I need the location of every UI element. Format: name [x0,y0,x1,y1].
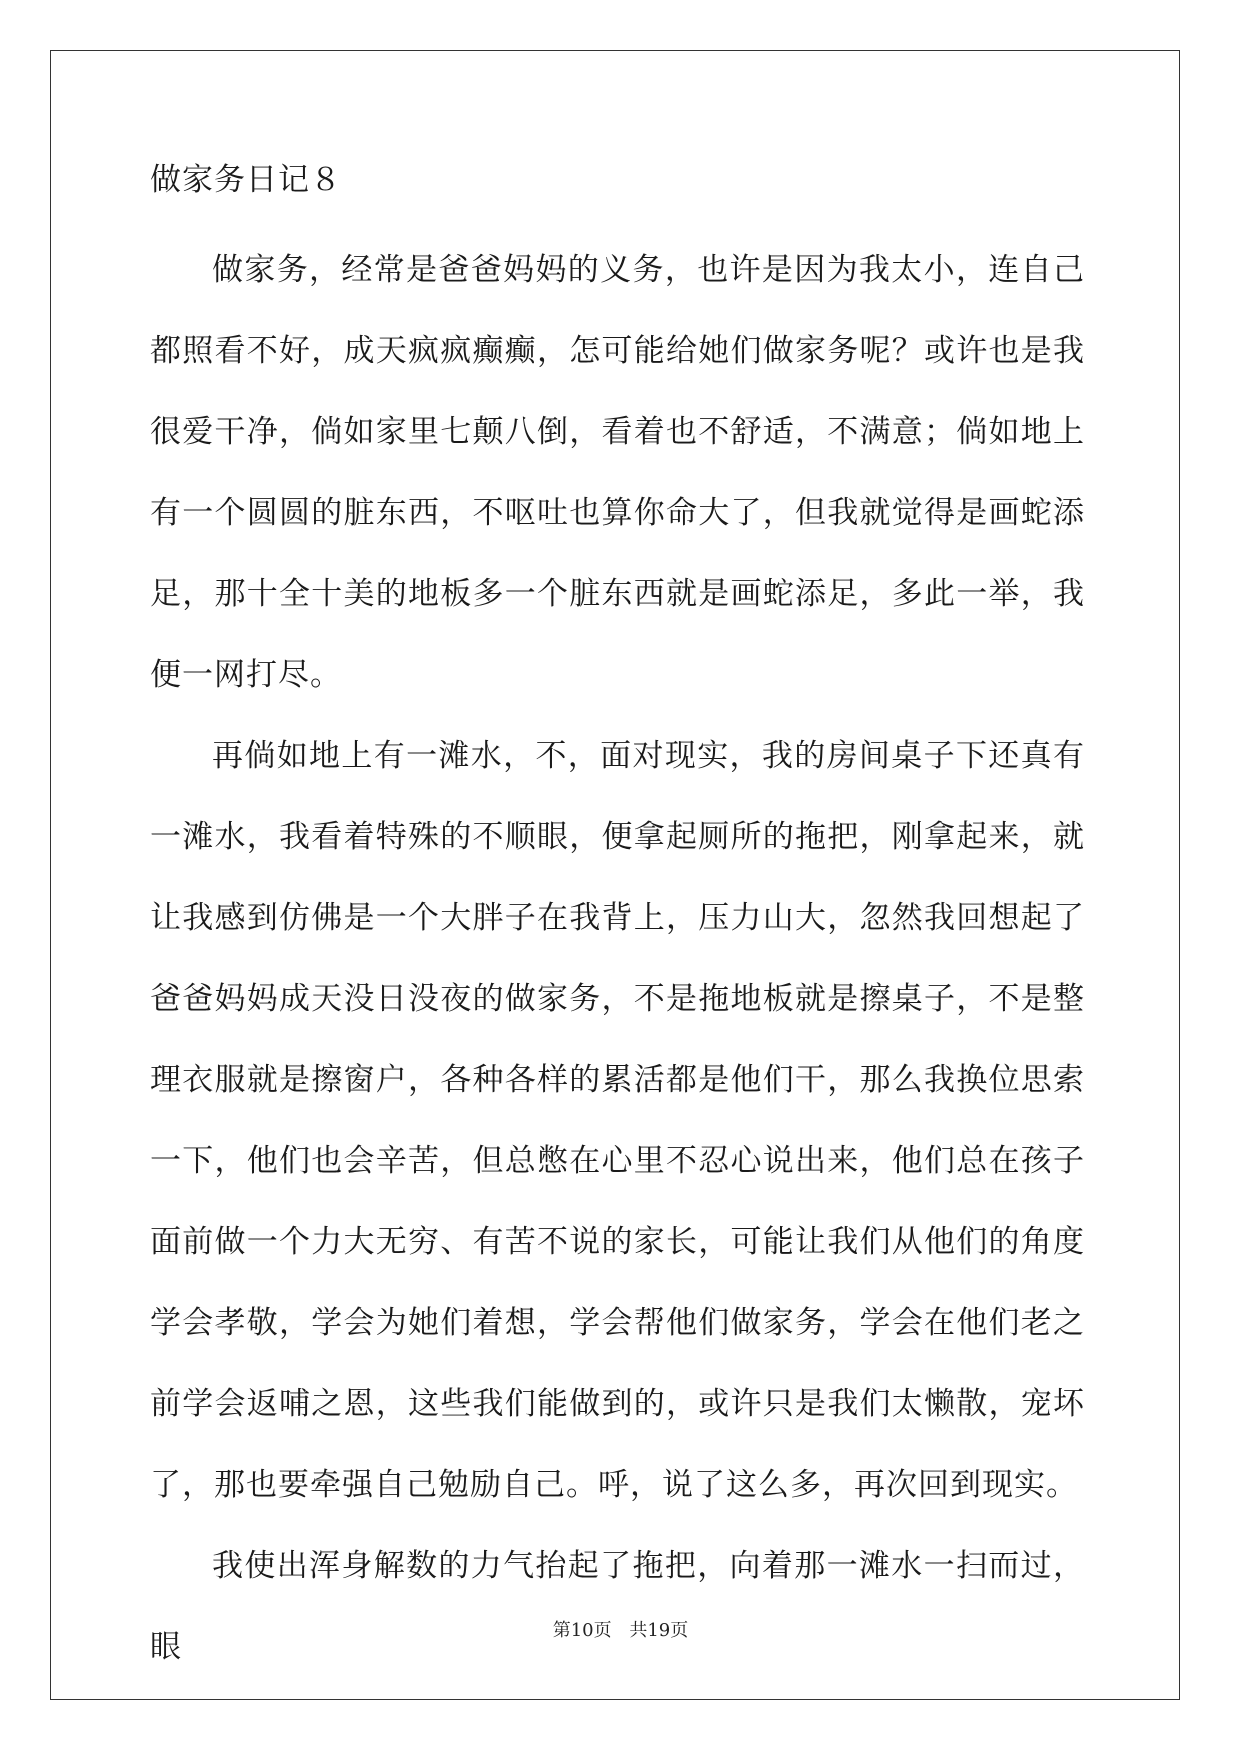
page-footer [0,1616,1241,1642]
paragraph-1: 做家务，经常是爸爸妈妈的义务，也许是因为我太小，连自己都照看不好，成天疯疯癫癫，怎可能给她们做家务呢？或许也是我很爱干净，倘如家里七颠八倒，看着也不舒适，不满意；倘如地上有一个圆圆的脏东西，不呕吐也算你命大了，但我就觉得是画蛇添足，那十全十美的地板多一个脏东西就是画蛇添足，多此一举，我便一网打尽。 [150,252,1085,693]
total-pages: 共19页 [629,1620,689,1641]
document-title: 做家务日记８ [150,162,342,198]
page-number: 第10页 [552,1620,612,1641]
paragraph-3: 我使出浑身解数的力气抬起了拖把，向着那一滩水一扫而过，眼 [150,1548,1085,1665]
document-body [150,160,1085,1688]
paragraph-2: 再倘如地上有一滩水，不，面对现实，我的房间桌子下还真有一滩水，我看着特殊的不顺眼，便拿起厕所的拖把，刚拿起来，就让我感到仿佛是一个大胖子在我背上，压力山大，忽然我回想起了爸爸妈妈成天没日没夜的做家务，不是拖地板就是擦桌子，不是整理衣服就是擦窗户，各种各样的累活都是他们干，那么我换位思索一下，他们也会辛苦，但总憋在心里不忍心说出来，他们总在孩子面前做一个力大无穷、有苦不说的家长，可能让我们从他们的角度学会孝敬，学会为她们着想，学会帮他们做家务，学会在他们老之前学会返哺之恩，这些我们能做到的，或许只是我们太懒散，宠坏了，那也要牵强自己勉励自己。呼，说了这么多，再次回到现实。 [150,738,1085,1503]
